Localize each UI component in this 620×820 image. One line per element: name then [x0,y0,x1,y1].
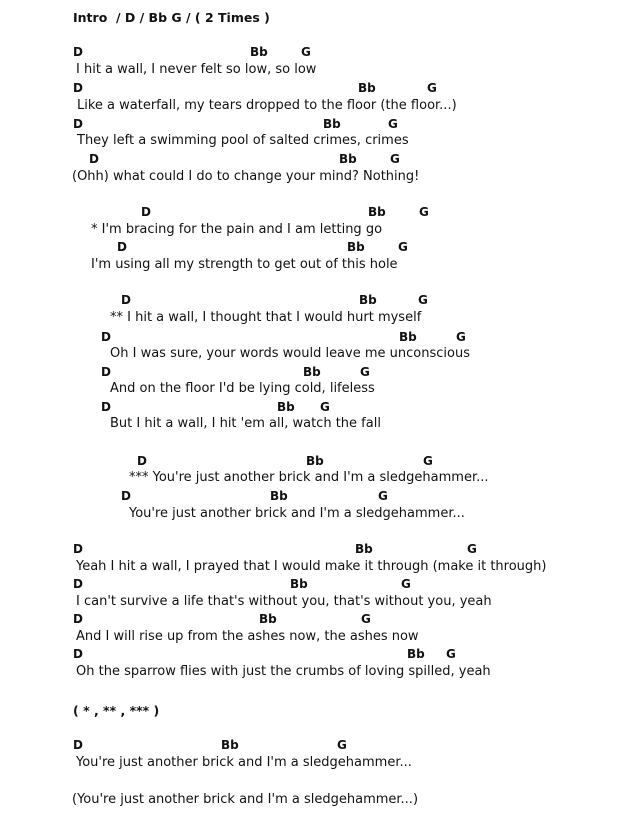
chord: D [117,240,127,254]
chord: G [456,330,466,344]
lyric-line: I'm using all my strength to get out of this hole [91,257,398,272]
lyric-line: They left a swimming pool of salted crimes, crimes [77,133,409,148]
chord: D [73,647,83,661]
lyric-line: You're just another brick and I'm a sledgehammer... [76,755,412,770]
chord: Bb [339,152,357,166]
lyric-line: (Ohh) what could I do to change your mind? Nothing! [72,169,420,184]
lyric-line: Oh I was sure, your words would leave me unconscious [110,346,470,361]
chord: G [423,454,433,468]
chord: Bb [250,45,268,59]
lyric-line: But I hit a wall, I hit 'em all, watch the fall [110,416,381,431]
lyric-line: You're just another brick and I'm a sledgehammer... [129,506,465,521]
chord: D [73,117,83,131]
chord: G [419,205,429,219]
chord: G [301,45,311,59]
chord: G [360,365,370,379]
chord: Bb [303,365,321,379]
lyric-line: ** I hit a wall, I thought that I would hurt myself [110,310,422,325]
chord: G [446,647,456,661]
chord: Bb [368,205,386,219]
chord: Bb [347,240,365,254]
intro-line: Intro / D / Bb G / ( 2 Times ) [73,10,270,25]
chord: Bb [290,577,308,591]
repeat-marker: ( * , ** , *** ) [73,703,160,718]
chord: Bb [277,400,295,414]
chord: Bb [358,81,376,95]
chord: G [398,240,408,254]
chord: Bb [359,293,377,307]
chord: G [388,117,398,131]
chord: D [101,400,111,414]
chord: G [361,612,371,626]
chord: G [467,542,477,556]
chord: D [73,738,83,752]
chord: Bb [407,647,425,661]
chord: G [401,577,411,591]
lyric-line: Like a waterfall, my tears dropped to the floor (the floor...) [77,98,457,113]
chord: D [137,454,147,468]
lyric-line: And on the floor I'd be lying cold, lifeless [110,381,375,396]
chord: Bb [355,542,373,556]
chord: D [73,577,83,591]
chord: D [73,612,83,626]
chord: D [89,152,99,166]
lyric-line: I can't survive a life that's without you, that's without you, yeah [76,594,492,609]
chord: D [121,489,131,503]
chord: G [390,152,400,166]
lyric-line: Yeah I hit a wall, I prayed that I would make it through (make it through) [76,559,547,574]
outro-line: (You're just another brick and I'm a sledgehammer...) [72,792,419,807]
lyric-line: I hit a wall, I never felt so low, so low [76,62,317,77]
chord: D [101,330,111,344]
lyric-line: Oh the sparrow flies with just the crumbs of loving spilled, yeah [76,664,491,679]
chord: G [427,81,437,95]
lyric-line: And I will rise up from the ashes now, the ashes now [76,629,419,644]
chord: Bb [306,454,324,468]
chord: Bb [323,117,341,131]
chord: D [101,365,111,379]
chord: D [73,81,83,95]
chord: G [378,489,388,503]
chord: D [73,45,83,59]
chord: Bb [270,489,288,503]
chord: Bb [399,330,417,344]
lyric-line: * I'm bracing for the pain and I am letting go [91,222,383,237]
chord: G [320,400,330,414]
chord: D [121,293,131,307]
chord: D [73,542,83,556]
chord: G [418,293,428,307]
chord: G [337,738,347,752]
chord: Bb [259,612,277,626]
chord: D [141,205,151,219]
chord: Bb [221,738,239,752]
lyric-line: *** You're just another brick and I'm a sledgehammer... [129,470,489,485]
